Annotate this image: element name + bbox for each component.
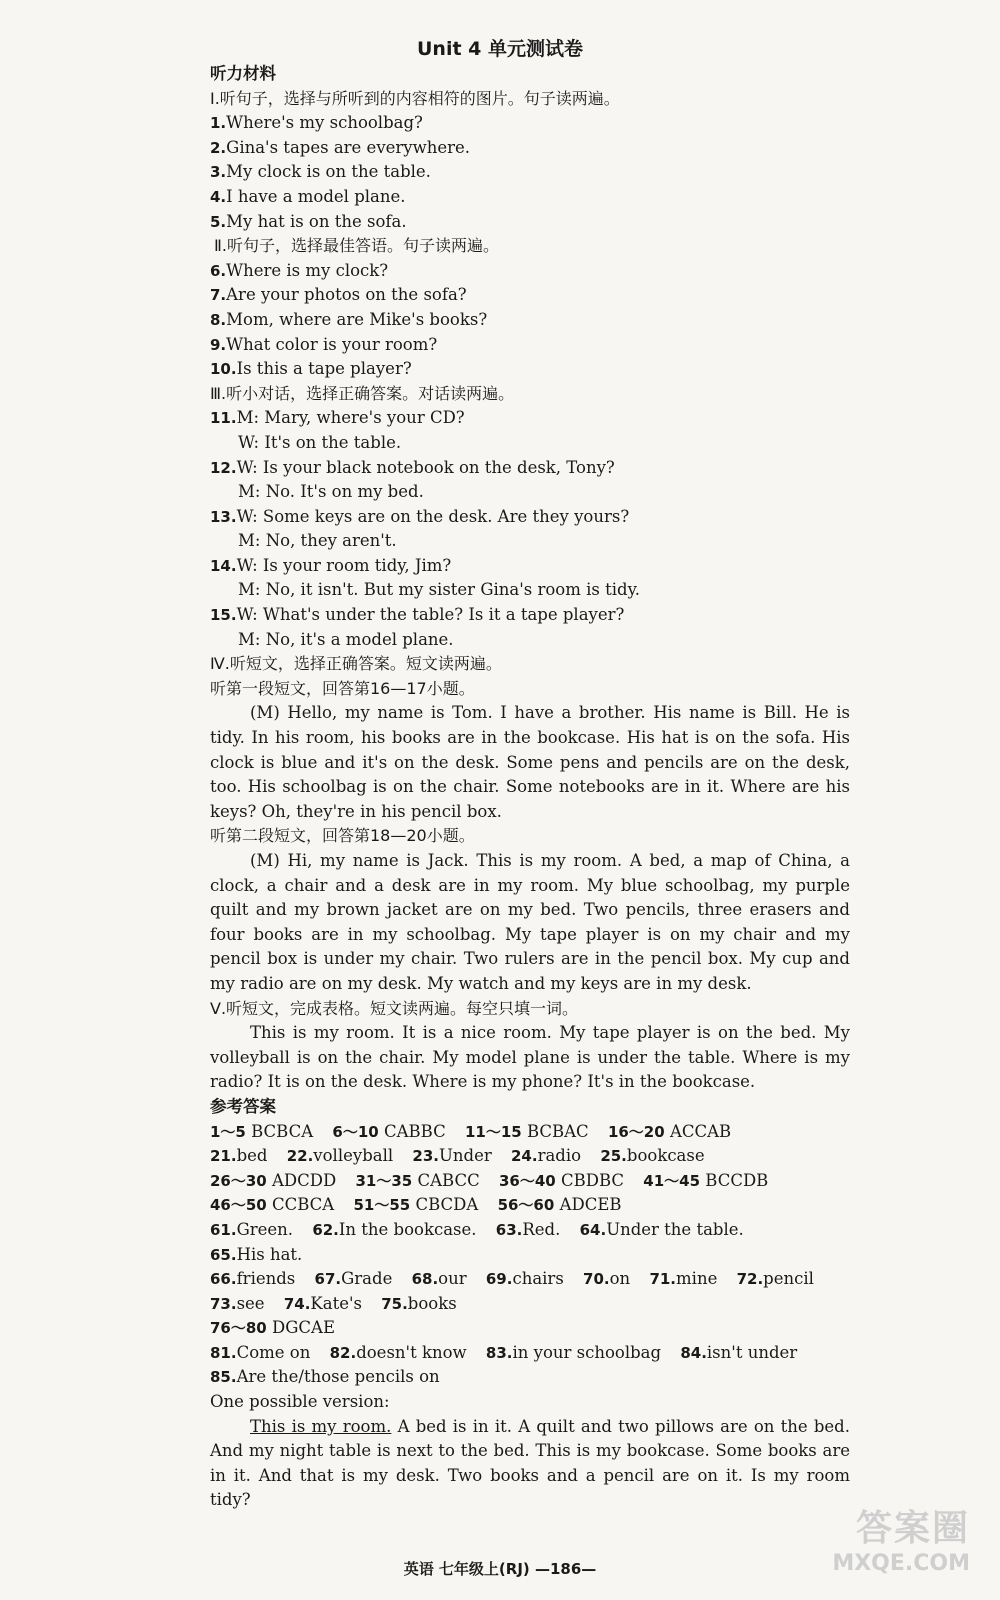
passage-2: (M) Hi, my name is Jack. This is my room. A bed, a map of China, a clock, a chair and a desk are in my room. My blue schoolbag, my purple quilt and my brown jacket are on my bed. Two pencils, three erasers and four books are in my schoolbag. My tape player is on my chair and my pencil box is under my chair. Two rulers are in the pencil box. My cup and my radio are on my desk. My watch and my keys are in my desk. xyxy=(210,851,850,993)
section-2-list xyxy=(210,259,850,382)
dialogue-line: 15.W: What's under the table? Is it a tape player? xyxy=(210,605,625,625)
answer-row xyxy=(210,1193,850,1218)
sentence-item: 4.I have a model plane. xyxy=(210,186,406,206)
answer-item: 25.bookcase xyxy=(600,1146,705,1166)
answer-item: 70.on xyxy=(583,1269,631,1289)
section-3-heading: Ⅲ.听小对话，选择正确答案。对话读两遍。 xyxy=(210,383,515,403)
dialogue-reply: M: No, it's a model plane. xyxy=(238,629,454,649)
answer-item: 6～10 CABBC xyxy=(332,1121,446,1141)
sentence-item: 7.Are your photos on the sofa? xyxy=(210,285,467,305)
dialogue-line: 12.W: Is your black notebook on the desk, Tony? xyxy=(210,457,615,477)
essay-body: A bed is in it. A quilt and two pillows are on the bed. And my night table is next to the bed. This is my bookcase. Some books are in it. And that is my desk. Two books and a pencil are on it. Is my room tidy? xyxy=(210,1416,850,1510)
answer-item: 62.In the bookcase. xyxy=(312,1219,477,1239)
answer-item: 16～20 ACCAB xyxy=(607,1121,732,1141)
section-4-sub-1: 听第一段短文，回答第16—17小题。 xyxy=(210,678,475,698)
answer-item: 61.Green. xyxy=(210,1219,294,1239)
version-label: One possible version: xyxy=(210,1392,390,1412)
answer-item: 69.chairs xyxy=(485,1269,564,1289)
page-title: Unit 4 单元测试卷 xyxy=(417,38,583,60)
answer-item: 26～30 ADCDD xyxy=(210,1170,337,1190)
answer-item: 41～45 BCCDB xyxy=(643,1170,769,1190)
sentence-item: 9.What color is your room? xyxy=(210,334,438,354)
dialogue-reply: W: It's on the table. xyxy=(238,432,402,452)
watermark xyxy=(820,1500,970,1590)
passage-1: (M) Hello, my name is Tom. I have a brother. His name is Bill. He is tidy. In his room, his books are in the bookcase. His hat is on the sofa. His clock is blue and it's on the desk. Some pens and pencils are on the desk, too. His schoolbag is on the chair. Some notebooks are in it. Where are his keys? Oh, they're in his pencil box. xyxy=(210,703,850,821)
answer-item: 67.Grade xyxy=(314,1269,393,1289)
sentence-item: 1.Where's my schoolbag? xyxy=(210,113,423,133)
answer-key xyxy=(210,1120,850,1391)
answer-item: 1～5 BCBCA xyxy=(210,1121,314,1141)
answer-item: 65.His hat. xyxy=(210,1244,303,1264)
answer-item: 66.friends xyxy=(210,1269,296,1289)
dialogue-line: 14.W: Is your room tidy, Jim? xyxy=(210,555,452,575)
sentence-item: 10.Is this a tape player? xyxy=(210,359,412,379)
answer-item: 83.in your schoolbag xyxy=(485,1342,662,1362)
section-1-heading: Ⅰ.听句子，选择与所听到的内容相符的图片。句子读两遍。 xyxy=(210,88,620,108)
answer-row xyxy=(210,1316,850,1341)
section-3-list xyxy=(210,406,850,652)
answer-item: 51～55 CBCDA xyxy=(353,1195,479,1215)
watermark-logo: 答案圈 xyxy=(855,1508,970,1549)
page-footer: 英语 七年级上(RJ) —186— xyxy=(403,1560,597,1578)
answer-row xyxy=(210,1365,850,1390)
sentence-item: 5.My hat is on the sofa. xyxy=(210,211,407,231)
answer-item: 56～60 ADCEB xyxy=(497,1195,622,1215)
dialogue-reply: M: No, they aren't. xyxy=(238,531,397,551)
watermark-url: MXQE.COM xyxy=(832,1551,970,1576)
answer-item: 81.Come on xyxy=(210,1342,311,1362)
sentence-item: 6.Where is my clock? xyxy=(210,260,389,280)
answer-row xyxy=(210,1243,850,1268)
answer-item: 82.doesn't know xyxy=(329,1342,467,1362)
passage-3: This is my room. It is a nice room. My tape player is on the bed. My volleyball is on the chair. My model plane is under the table. Where is my radio? It is on the desk. Where is my phone? It's in the bookcase. xyxy=(210,1023,850,1092)
section-5-heading: Ⅴ.听短文，完成表格。短文读两遍。每空只填一词。 xyxy=(210,998,579,1018)
answer-item: 11～15 BCBAC xyxy=(464,1121,589,1141)
sentence-item: 3.My clock is on the table. xyxy=(210,162,431,182)
answer-row xyxy=(210,1169,850,1194)
answer-row xyxy=(210,1120,850,1145)
answer-item: 75.books xyxy=(381,1293,457,1313)
section-2-heading: Ⅱ.听句子，选择最佳答语。句子读两遍。 xyxy=(214,236,499,256)
dialogue-reply: M: No. It's on my bed. xyxy=(238,482,424,502)
answer-row xyxy=(210,1341,850,1366)
answer-item: 24.radio xyxy=(510,1146,582,1166)
answer-item: 73.see xyxy=(210,1293,265,1313)
sentence-item: 2.Gina's tapes are everywhere. xyxy=(210,137,471,157)
sample-essay xyxy=(210,1415,850,1513)
content-column xyxy=(210,62,850,1513)
answer-item: 76～80 DGCAE xyxy=(210,1318,335,1338)
dialogue-line: 11.M: Mary, where's your CD? xyxy=(210,408,465,428)
dialogue-reply: M: No, it isn't. But my sister Gina's room is tidy. xyxy=(238,580,640,600)
answer-item: 23.Under xyxy=(412,1146,492,1166)
listening-header: 听力材料 xyxy=(210,64,276,83)
answer-item: 74.Kate's xyxy=(283,1293,362,1313)
answer-row xyxy=(210,1267,850,1292)
answer-item: 22.volleyball xyxy=(286,1146,394,1166)
answer-item: 36～40 CBDBC xyxy=(498,1170,625,1190)
answer-row xyxy=(210,1144,850,1169)
answers-header: 参考答案 xyxy=(210,1096,276,1116)
answer-item: 31～35 CABCC xyxy=(355,1170,480,1190)
answer-item: 63.Red. xyxy=(495,1219,561,1239)
answer-item: 68.our xyxy=(411,1269,467,1289)
answer-item: 84.isn't under xyxy=(680,1342,798,1362)
answer-item: 64.Under the table. xyxy=(579,1219,744,1239)
answer-row xyxy=(210,1218,850,1243)
essay-opening: This is my room. xyxy=(250,1416,392,1436)
answer-item: 21.bed xyxy=(210,1146,268,1166)
answer-item: 85.Are the/those pencils on xyxy=(210,1367,440,1387)
answer-item: 72.pencil xyxy=(736,1269,814,1289)
section-1-list xyxy=(210,111,850,234)
sentence-item: 8.Mom, where are Mike's books? xyxy=(210,309,488,329)
section-4-sub-2: 听第二段短文，回答第18—20小题。 xyxy=(210,826,475,846)
answer-item: 46～50 CCBCA xyxy=(210,1195,335,1215)
section-4-heading: Ⅳ.听短文，选择正确答案。短文读两遍。 xyxy=(210,654,502,674)
dialogue-line: 13.W: Some keys are on the desk. Are they yours? xyxy=(210,506,630,526)
answer-row xyxy=(210,1292,850,1317)
answer-item: 71.mine xyxy=(649,1269,718,1289)
